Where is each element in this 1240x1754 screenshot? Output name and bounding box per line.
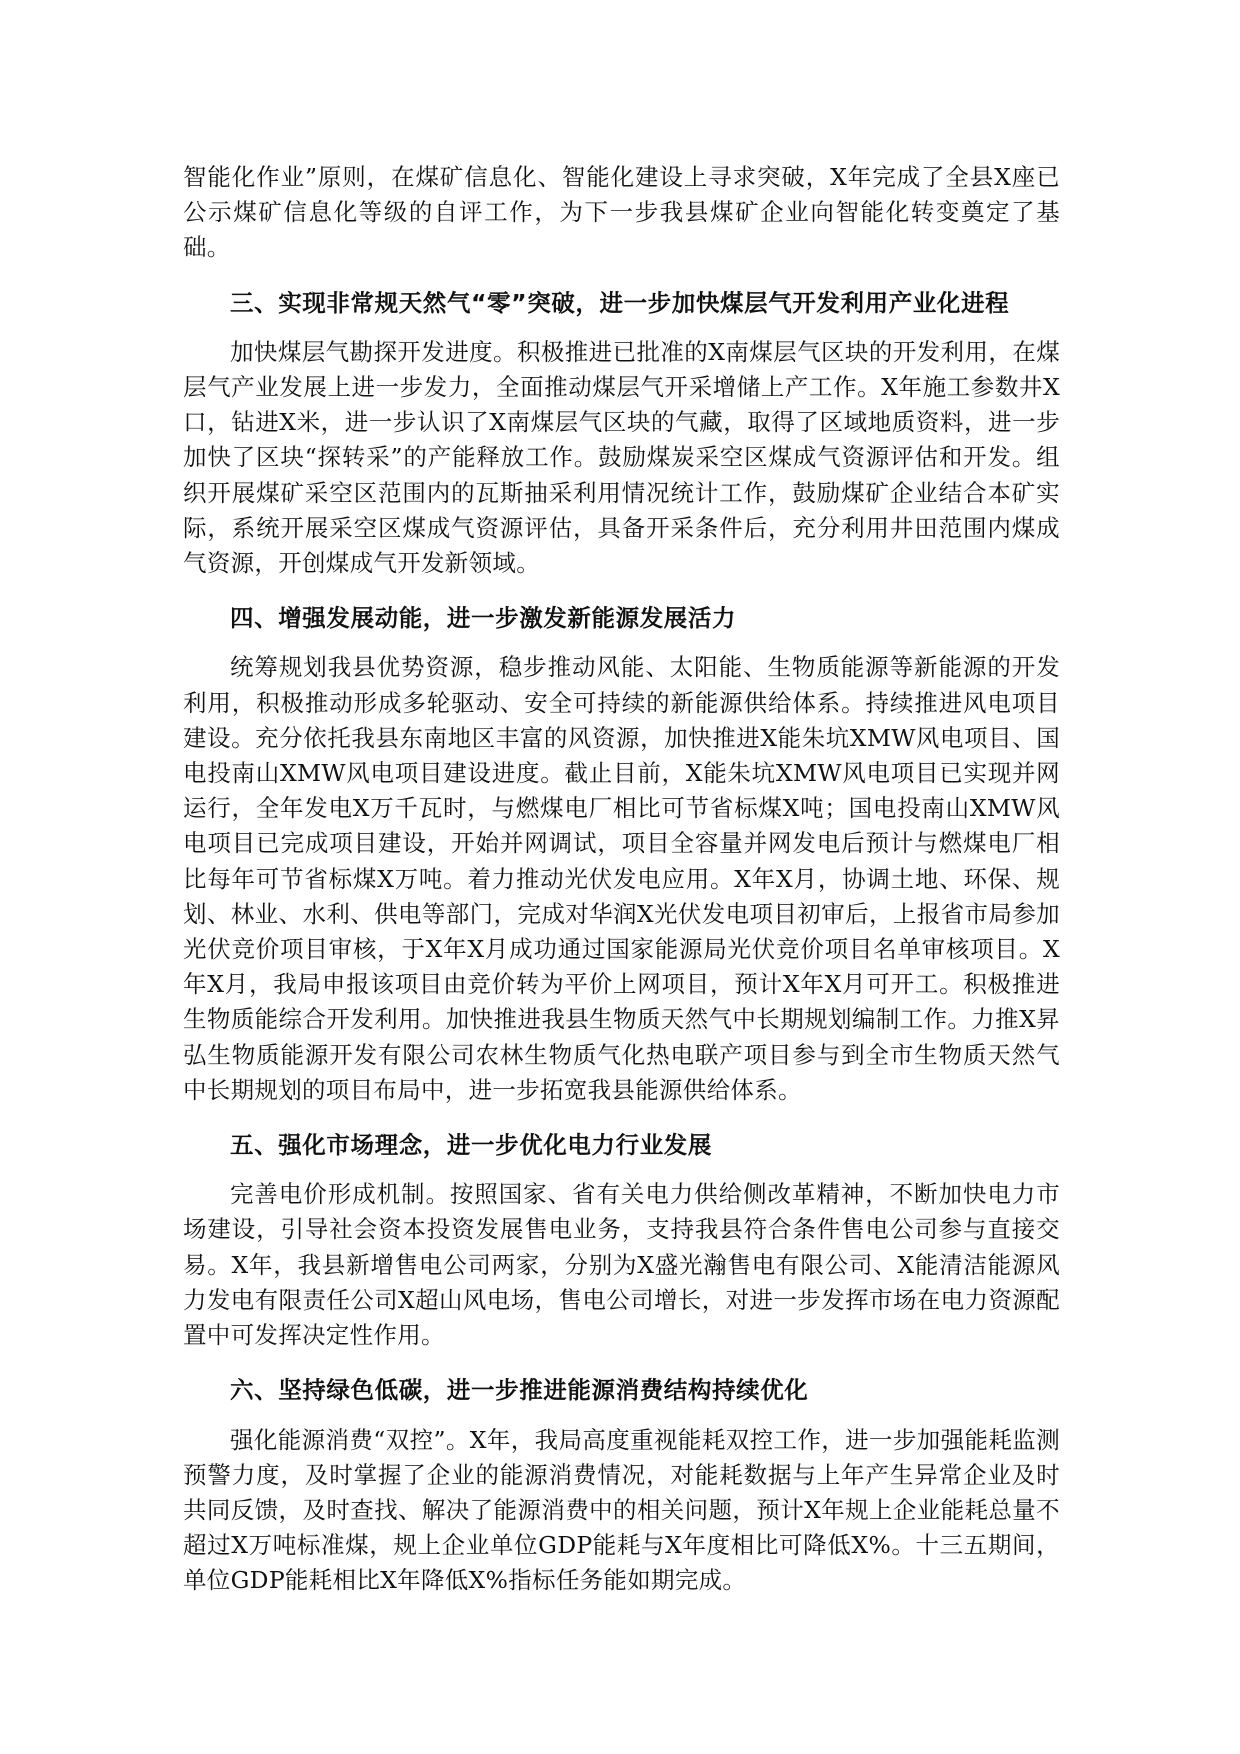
section-4-paragraph: 统筹规划我县优势资源，稳步推动风能、太阳能、生物质能源等新能源的开发利用，积极推动形成多轮驱动、安全可持续的新能源供给体系。持续推进风电项目建设。充分依托我县东南地区丰富的风资源，加快推进X能朱坑XMW风电项目、国电投南山XMW风电项目建设进度。截止目前，X能朱坑XMW风电项目已实现并网运行，全年发电X万千瓦时，与燃煤电厂相比可节省标煤X吨；国电投南山XMW风电项目已完成项目建设，开始并网调试，项目全容量并网发电后预计与燃煤电厂相比每年可节省标煤X万吨。着力推动光伏发电应用。X年X月，协调土地、环保、规划、林业、水利、供电等部门，完成对华润X光伏发电项目初审后，上报省市局参加光伏竞价项目审核，于X年X月成功通过国家能源局光伏竞价项目名单审核项目。X年X月，我局申报该项目由竞价转为平价上网项目，预计X年X月可开工。积极推进生物质能综合开发利用。加快推进我县生物质天然气中长期规划编制工作。力推X昇弘生物质能源开发有限公司农林生物质气化热电联产项目参与到全市生物质天然气中长期规划的项目布局中，进一步拓宽我县能源供给体系。	[183, 653, 1060, 1104]
section-3-paragraph: 加快煤层气勘探开发进度。积极推进已批准的X南煤层气区块的开发利用，在煤层气产业发展上进一步发力，全面推动煤层气开采增储上产工作。X年施工参数井X口，钻进X米，进一步认识了X南煤层气区块的气藏，取得了区域地质资料，进一步加快了区块“探转采”的产能释放工作。鼓励煤炭采空区煤成气资源评估和开发。组织开展煤矿采空区范围内的瓦斯抽采利用情况统计工作，鼓励煤矿企业结合本矿实际，系统开展采空区煤成气资源评估，具备开采条件后，充分利用井田范围内煤成气资源，开创煤成气开发新领域。	[183, 337, 1060, 578]
section-4-heading: 四、增强发展动能，进一步激发新能源发展活力	[230, 604, 737, 633]
section-5-heading: 五、强化市场理念，进一步优化电力行业发展	[230, 1131, 712, 1160]
section-6-paragraph: 强化能源消费“双控”。X年，我局高度重视能耗双控工作，进一步加强能耗监测预警力度，及时掌握了企业的能源消费情况，对能耗数据与上年产生异常企业及时共同反馈，及时查找、解决了能源消费中的相关问题，预计X年规上企业能耗总量不超过X万吨标准煤，规上企业单位GDP能耗与X年度相比可降低X%。十三五期间，单位GDP能耗相比X年降低X%指标任务能如期完成。	[183, 1425, 1060, 1595]
continuation-paragraph: 智能化作业”原则，在煤矿信息化、智能化建设上寻求突破，X年完成了全县X座已公示煤矿信息化等级的自评工作，为下一步我县煤矿企业向智能化转变奠定了基础。	[183, 163, 1060, 262]
document-page	[183, 160, 1060, 1599]
section-3-heading: 三、实现非常规天然气“零”突破，进一步加快煤层气开发利用产业化进程	[230, 288, 1010, 317]
section-6-heading: 六、坚持绿色低碳，进一步推进能源消费结构持续优化	[230, 1376, 809, 1405]
section-5-paragraph: 完善电价形成机制。按照国家、省有关电力供给侧改革精神，不断加快电力市场建设，引导社会资本投资发展售电业务，支持我县符合条件售电公司参与直接交易。X年，我县新增售电公司两家，分别为X盛光瀚售电有限公司、X能清洁能源风力发电有限责任公司X超山风电场，售电公司增长，对进一步发挥市场在电力资源配置中可发挥决定性作用。	[183, 1180, 1060, 1350]
